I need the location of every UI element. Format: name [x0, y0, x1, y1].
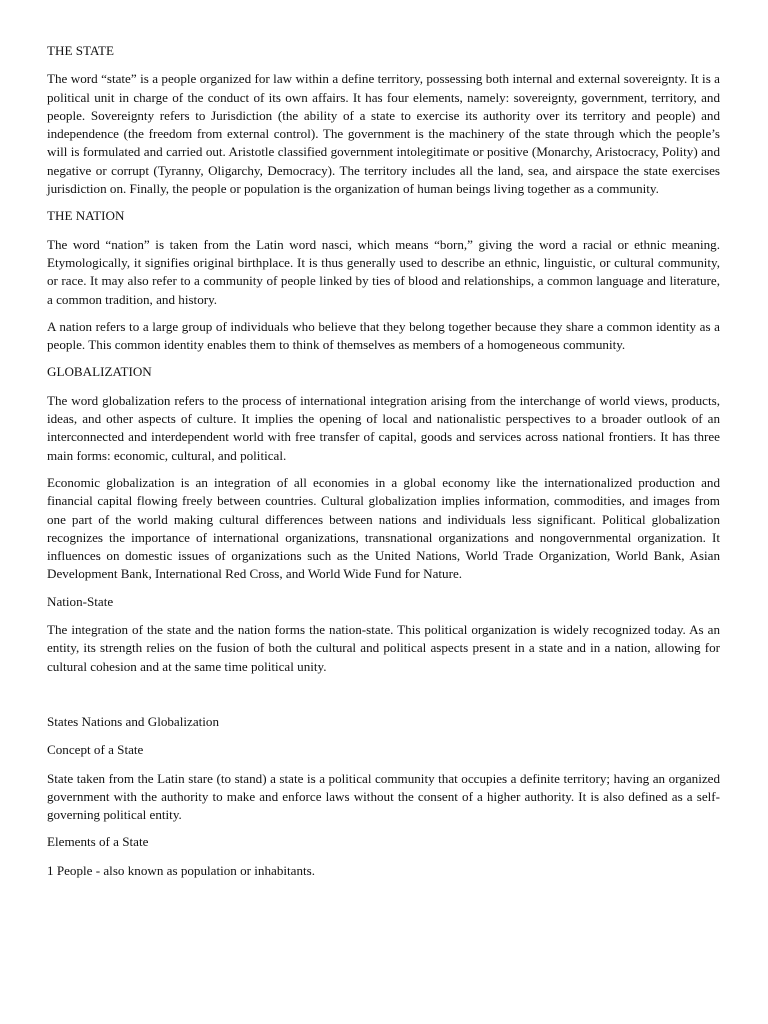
- section-spacer: [47, 685, 720, 713]
- document-page: [47, 42, 720, 890]
- section-heading-states-nations-globalization: States Nations and Globalization: [47, 713, 220, 729]
- section-heading-elements-of-a-state: Elements of a State: [47, 834, 149, 850]
- paragraph-nation-identity: A nation refers to a large group of individuals who believe that they belong together because they share a common identity as a people. This common identity enables them to think of themselves as members of a homogeneous community.: [47, 318, 720, 353]
- section-heading-the-state: THE STATE: [47, 43, 114, 58]
- paragraph-state-definition: The word “state” is a people organized for law within a define territory, possessing both internal and external sovereignty. It is a political unit in charge of the conduct of its own affairs. It has four elements, namely: sovereignty, government, territory, and people. Sovereignty refers to Jurisdiction (the ability of a state to exercise its authority over its territory and people) and independence (the freedom from external control). The government is the machinery of the state through which the people’s will is formulated and carried out. Aristotle classified government intolegitimate or positive (Monarchy, Aristocracy, Polity) and negative or corrupt (Tyranny, Oligarchy, Democracy). The territory includes all the land, sea, and airspace the state exercises jurisdiction on. Finally, the people or population is the organization of human beings living together as a community.: [47, 71, 720, 197]
- paragraph-globalization-definition: The word globalization refers to the process of international integration arising from the interchange of world views, products, ideas, and other aspects of culture. It implies the opening of local and nationalistic perspectives to a broader outlook of an interconnected and interdependent world with free transfer of capital, goods and services across national frontiers. It has three main forms: economic, cultural, and political.: [47, 392, 720, 463]
- section-heading-nation-state: Nation-State: [47, 593, 114, 609]
- section-heading-globalization: GLOBALIZATION: [47, 364, 152, 380]
- paragraph-nation-etymology: The word “nation” is taken from the Latin word nasci, which means “born,” giving the word a racial or ethnic meaning. Etymologically, it signifies original birthplace. It is thus generally used to describe an ethnic, linguistic, or cultural community, or race. It may also refer to a community of people linked by ties of blood and relationships, a common language and literature, a common tradition, and history.: [47, 236, 720, 307]
- section-heading-concept-of-a-state: Concept of a State: [47, 742, 144, 758]
- paragraph-nation-state: The integration of the state and the nation forms the nation-state. This political organization is widely recognized today. As an entity, its strength relies on the fusion of both the cultural and political aspects present in a state and in a nation, allowing for cultural cohesion and at the same time political unity.: [47, 622, 720, 674]
- paragraph-globalization-forms: Economic globalization is an integration of all economies in a global economy like the internationalized production and financial capital flowing freely between countries. Cultural globalization implies information, commodities, and images from one part of the world making cultural differences between nations and individuals less significant. Political globalization recognizes the importance of international organizations, transnational organizations and nongovernmental organization. It influences on domestic issues of organizations such as the United Nations, World Trade Organization, World Bank, Asian Development Bank, International Red Cross, and World Wide Fund for Nature.: [47, 474, 720, 582]
- paragraph-concept-of-a-state: State taken from the Latin stare (to stand) a state is a political community that occupies a definite territory; having an organized government with the authority to make and enforce laws without the consent of a higher authority. It is also defined as a self-governing political entity.: [47, 770, 720, 823]
- list-item-element-people: 1 People - also known as population or inhabitants.: [47, 862, 316, 878]
- section-heading-the-nation: THE NATION: [47, 208, 125, 224]
